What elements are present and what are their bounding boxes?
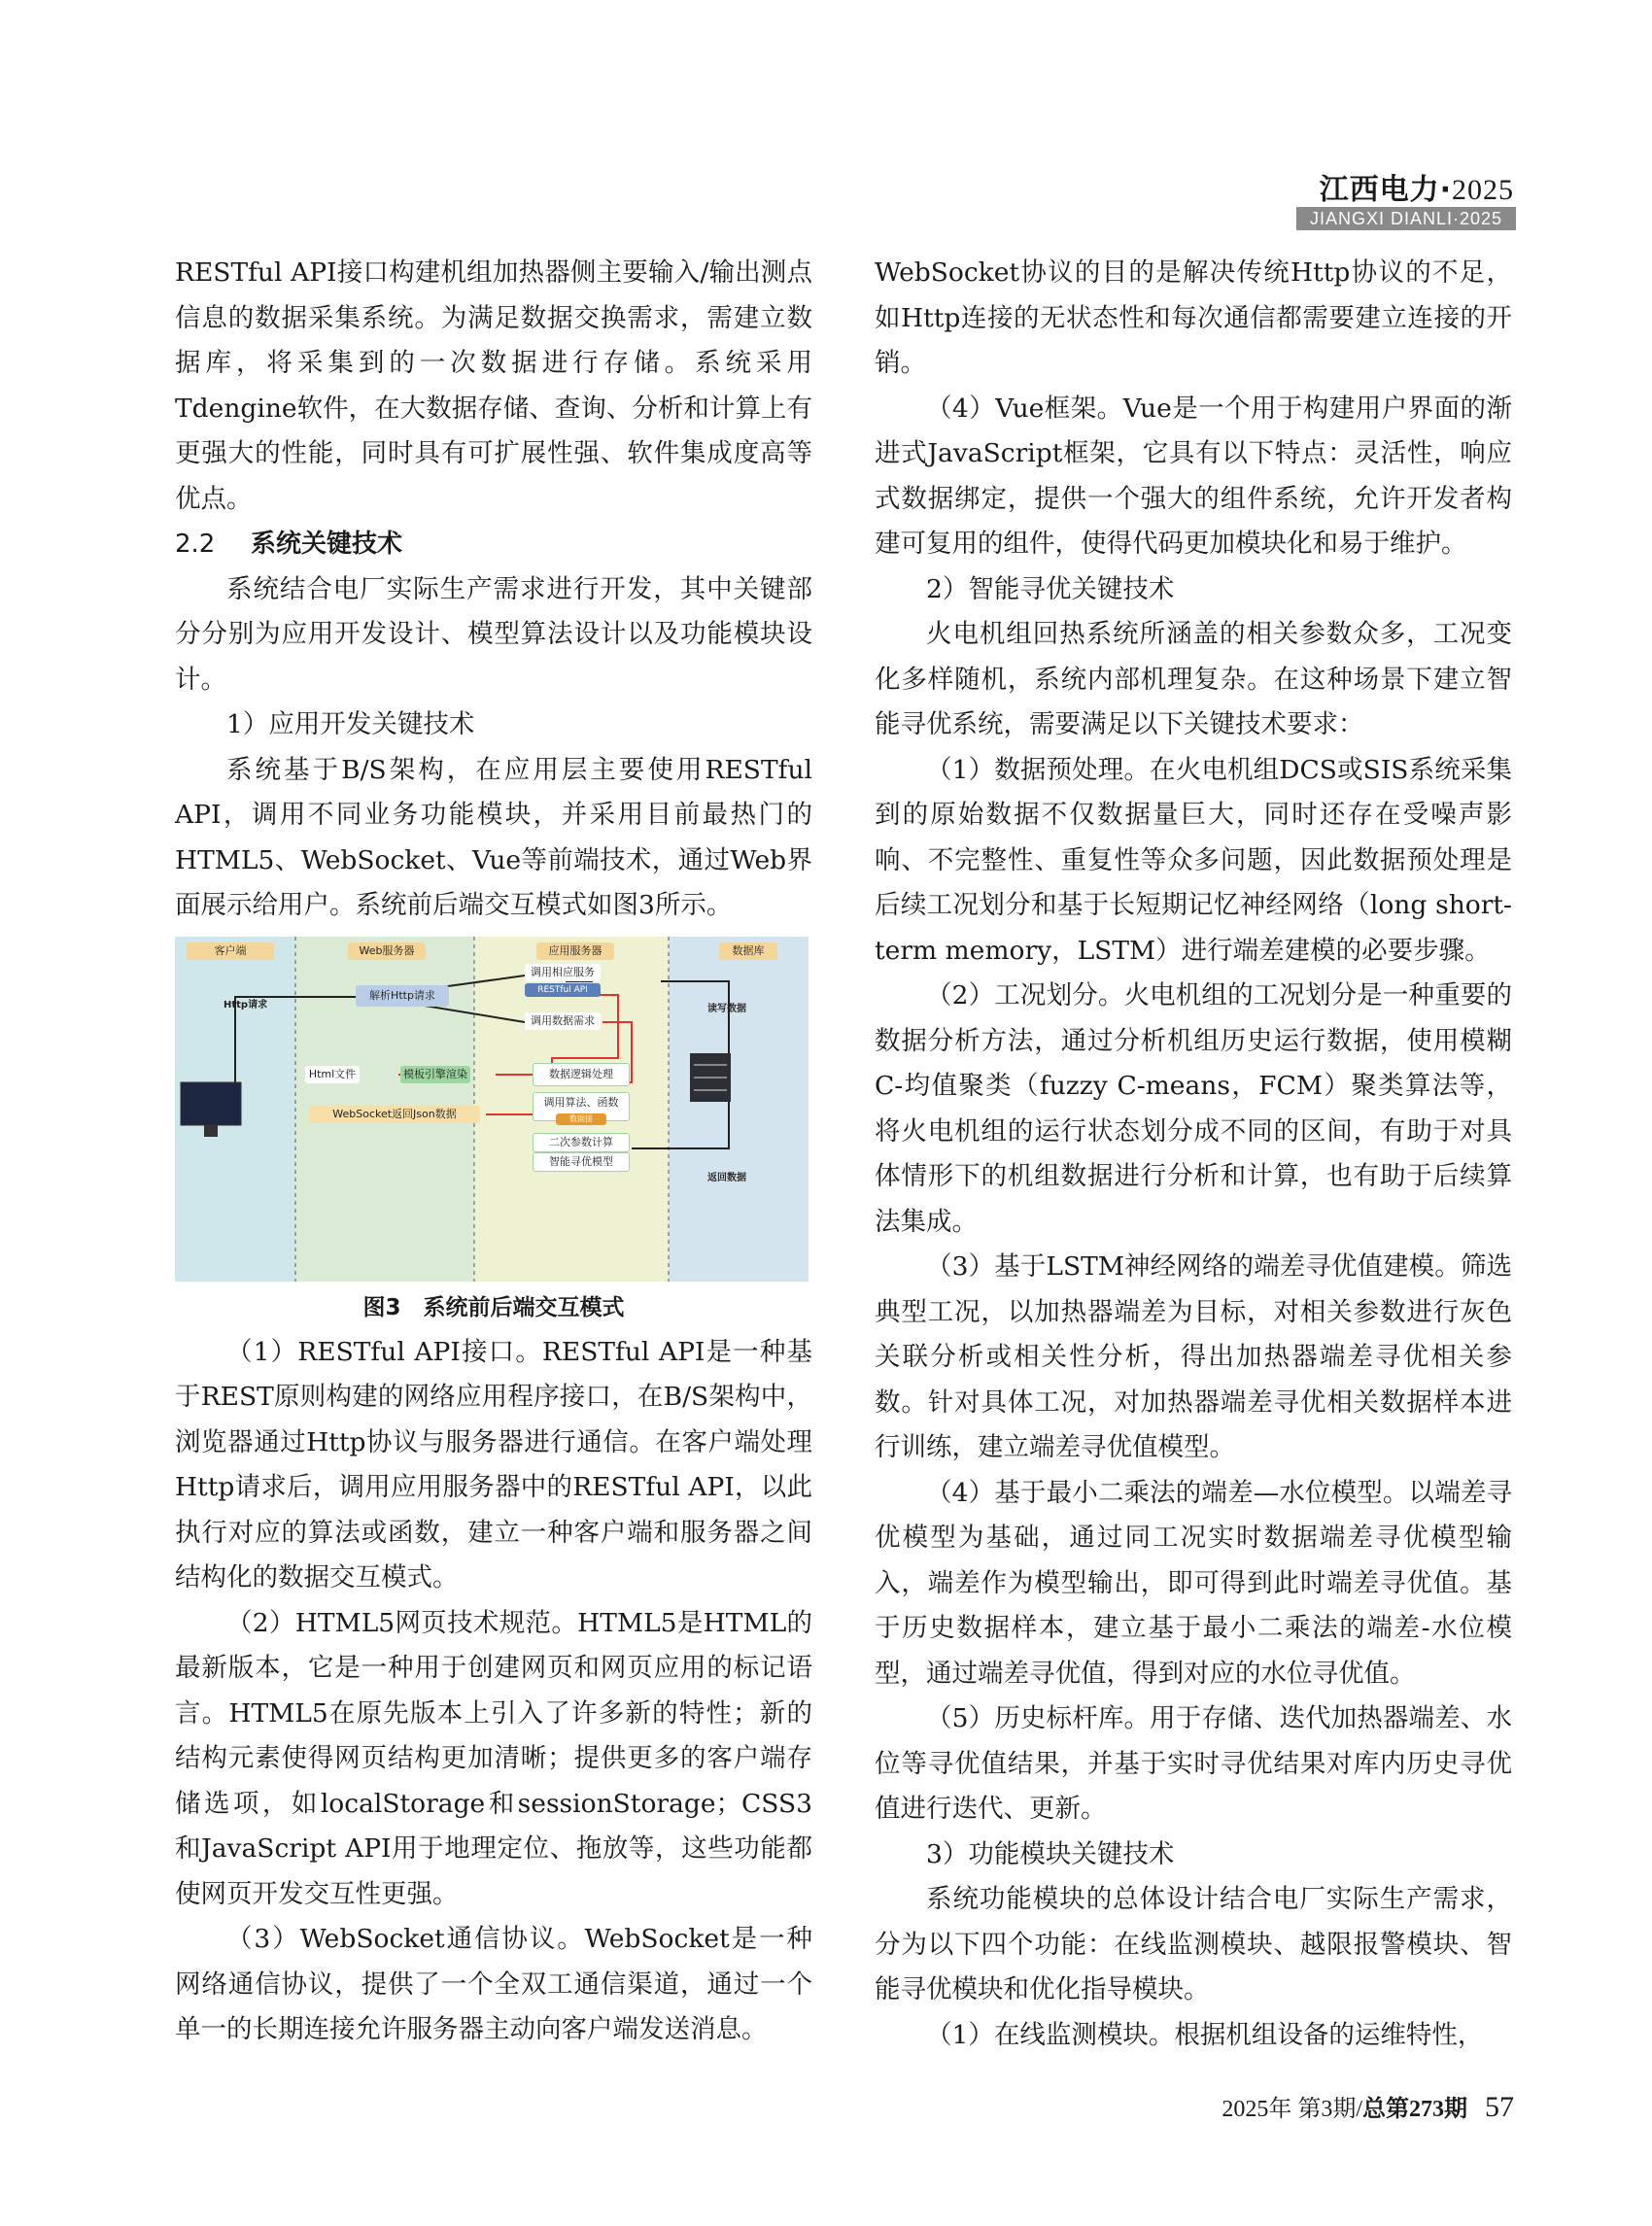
- paragraph: RESTful API接口构建机组加热器侧主要输入/输出测点信息的数据采集系统。为满足数据交换需求，需建立数据库，将采集到的一次数据进行存储。系统采用Tdengine软件，在大数据存储、查询、分析和计算上有更强大的性能，同时具有可扩展性强、软件集成度高等优点。: [175, 257, 812, 514]
- paragraph: （1）RESTful API接口。RESTful API是一种基于REST原则构建的网络应用程序接口，在B/S架构中，浏览器通过Http协议与服务器进行通信。在客户端处理Http请求后，调用应用服务器中的RESTful API，以此执行对应的算法或函数，建立一种客户端和服务器之间结构化的数据交互模式。: [175, 1336, 812, 1592]
- paragraph: （4）基于最小二乘法的端差—水位模型。以端差寻优模型为基础，通过同工况实时数据端差寻优模型输入，端差作为模型输出，即可得到此时端差寻优值。基于历史数据样本，建立基于最小二乘法的端差-水位模型，通过端差寻优值，得到对应的水位寻优值。: [875, 1477, 1512, 1689]
- section-heading: 2.2 系统关键技术: [175, 530, 403, 559]
- subsection-heading: 3）功能模块关键技术: [926, 1838, 1175, 1869]
- box-html-file: Html文件: [305, 1066, 360, 1083]
- paragraph: （3）基于LSTM神经网络的端差寻优值建模。筛选典型工况，以加热器端差为目标，对相关参数进行灰色关联分析或相关性分析，得出加热器端差寻优相关参数。针对具体工况，对加热器端差寻优相关数据样本进行训练，建立端差寻优值模型。: [875, 1251, 1512, 1462]
- box-data-logic: 数据逻辑处理: [533, 1063, 630, 1086]
- box-template-render: 模板引擎渲染: [400, 1066, 470, 1083]
- lane-label-web: Web服务器: [348, 942, 426, 960]
- paragraph: （1）在线监测模块。根据机组设备的运维特性，: [926, 2019, 1484, 2050]
- box-call-algorithm: 调用算法、函数: [533, 1092, 630, 1121]
- lane-label-client: 客户端: [187, 942, 274, 960]
- paragraph: 系统结合电厂实际生产需求进行开发，其中关键部分分别为应用开发设计、模型算法设计以及功能模块设计。: [175, 573, 812, 695]
- box-param-calc: 二次参数计算: [533, 1133, 630, 1152]
- label-read-write: 读写数据: [707, 1003, 746, 1014]
- page-footer: [1222, 2089, 1514, 2124]
- journal-subtitle: JIANGXI DIANLI·2025: [1296, 207, 1516, 230]
- paragraph: （2）HTML5网页技术规范。HTML5是HTML的最新版本，它是一种用于创建网页和网页应用的标记语言。HTML5在原先版本上引入了许多新的特性；新的结构元素使得网页结构更加清晰；提供更多的客户端存储选项，如localStorage和sessionStorage；CSS3和JavaScript API用于地理定位、拖放等，这些功能都使网页开发交互性更强。: [175, 1607, 812, 1909]
- box-parse-http: 解析Http请求: [356, 985, 449, 1007]
- left-column: [175, 251, 812, 2053]
- issue-label: 2025年 第3期/: [1222, 2097, 1362, 2122]
- box-call-data: 调用数据需求: [525, 1012, 601, 1030]
- paragraph: （4）Vue框架。Vue是一个用于构建用户界面的渐进式JavaScript框架，它具有以下特点：灵活性，响应式数据绑定，提供一个强大的组件系统，允许开发者构建可复用的组件，使得代码更加模块化和易于维护。: [875, 393, 1512, 559]
- lane-label-db: 数据库: [719, 942, 777, 960]
- label-http-request: Http请求: [224, 999, 268, 1010]
- paragraph: WebSocket协议的目的是解决传统Http协议的不足，如Http连接的无状态性和每次通信都需要建立连接的开销。: [875, 257, 1512, 378]
- box-restful-api: RESTful API: [525, 983, 601, 997]
- lane-label-app: 应用服务器: [536, 942, 614, 960]
- box-algo-sub: 数据接: [556, 1113, 606, 1125]
- paragraph: （1）数据预处理。在火电机组DCS或SIS系统采集到的原始数据不仅数据量巨大，同时还存在受噪声影响、不完整性、重复性等众多问题，因此数据预处理是后续工况划分和基于长短期记忆神经网络（long short-term memory，LSTM）进行端差建模的必要步骤。: [875, 754, 1512, 966]
- paragraph: 火电机组回热系统所涵盖的相关参数众多，工况变化多样随机，系统内部机理复杂。在这种场景下建立智能寻优系统，需要满足以下关键技术要求：: [875, 619, 1512, 739]
- box-call-service: 调用相应服务: [525, 964, 601, 981]
- paragraph: （3）WebSocket通信协议。WebSocket是一种网络通信协议，提供了一个全双工通信渠道，通过一个单一的长期连接允许服务器主动向客户端发送消息。: [175, 1924, 812, 2044]
- total-issue: 总第273期: [1362, 2097, 1467, 2122]
- journal-title: 江西电力·2025: [1319, 173, 1514, 207]
- paragraph: （5）历史标杆库。用于存储、迭代加热器端差、水位等寻优值结果，并基于实时寻优结果对库内历史寻优值进行迭代、更新。: [875, 1703, 1512, 1824]
- figure-3-diagram: [175, 937, 809, 1282]
- label-return-data: 返回数据: [707, 1172, 746, 1183]
- subsection-heading: 2）智能寻优关键技术: [926, 573, 1175, 604]
- paragraph: 系统功能模块的总体设计结合电厂实际生产需求，分为以下四个功能：在线监测模块、越限报警模块、智能寻优模块和优化指导模块。: [875, 1884, 1512, 2004]
- subsection-heading: 1）应用开发关键技术: [226, 709, 475, 739]
- right-column: [875, 251, 1512, 2058]
- paragraph: 系统基于B/S架构，在应用层主要使用RESTful API，调用不同业务功能模块，并采用目前最热门的HTML5、WebSocket、Vue等前端技术，通过Web界面展示给用户。系统前后端交互模式如图3所示。: [175, 754, 812, 920]
- box-smart-model: 智能寻优模型: [533, 1152, 630, 1172]
- box-websocket-json: WebSocket返回Json数据: [309, 1106, 480, 1123]
- figure-caption: 图3 系统前后端交互模式: [362, 1294, 625, 1320]
- page-number: 57: [1485, 2091, 1514, 2123]
- paragraph: （2）工况划分。火电机组的工况划分是一种重要的数据分析方法，通过分析机组历史运行数据，使用模糊C-均值聚类（fuzzy C-means，FCM）聚类算法等，将火电机组的运行状态划分成不同的区间，有助于对具体情形下的机组数据进行分析和计算，也有助于后续算法集成。: [875, 980, 1512, 1237]
